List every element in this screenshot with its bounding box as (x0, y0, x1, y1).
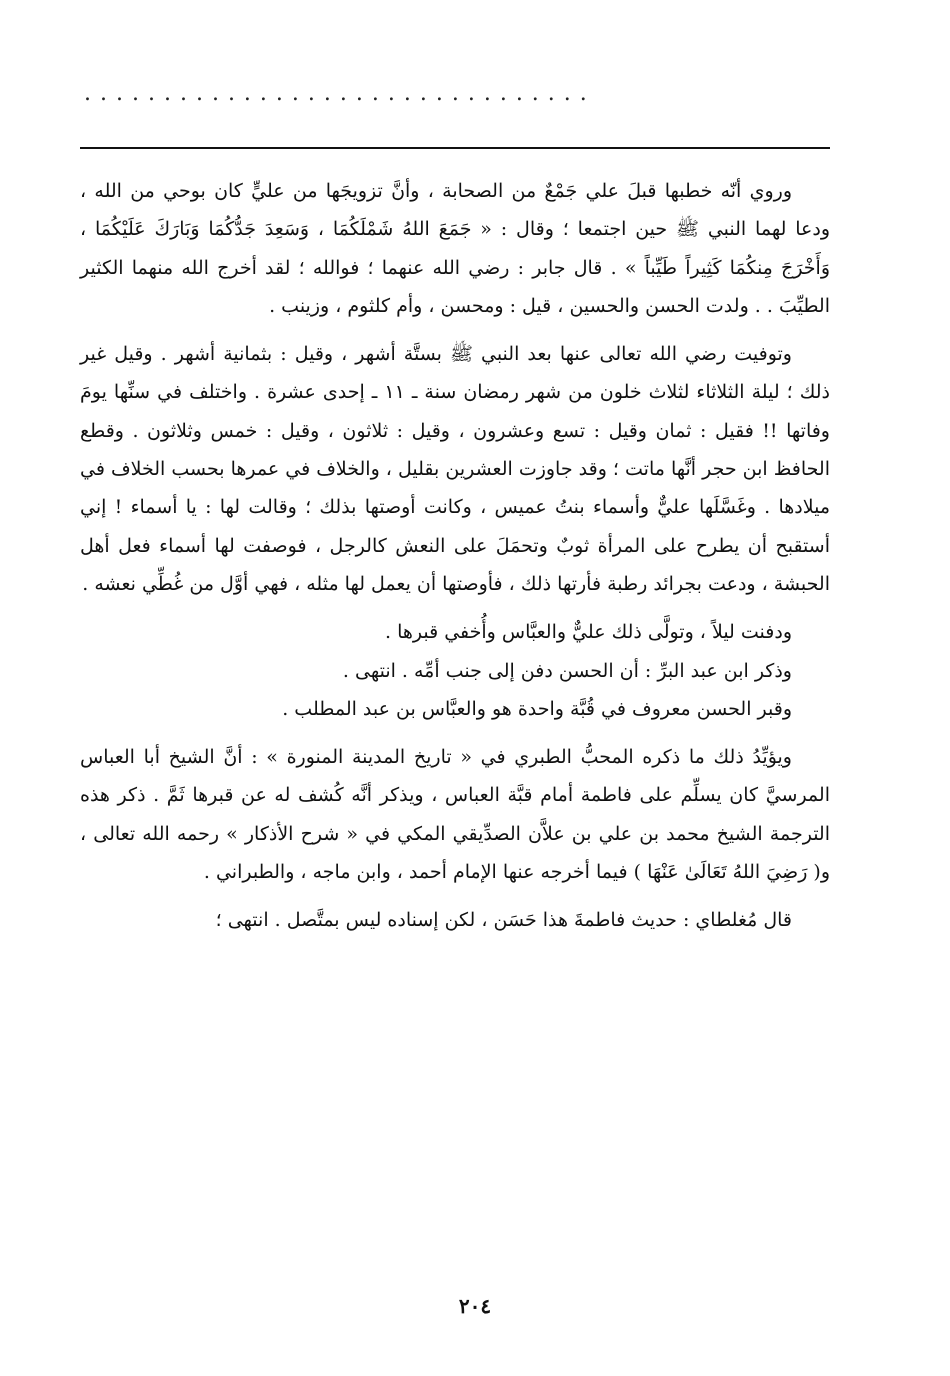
paragraph-ibn-abd-al-barr: وذكر ابن عبد البرِّ : أن الحسن دفن إلى جنب أمِّه . انتهى . (342, 659, 792, 682)
main-text (80, 172, 830, 940)
paragraph-death: وتوفيت رضي الله تعالى عنها بعد النبي ﷺ بستَّة أشهر ، وقيل : بثمانية أشهر . وقيل غير ذلك ؛ ليلة الثلاثاء لثلاث خلون من شهر رمضان سنة ـ ١١ ـ إحدى عشرة . واختلف في سنِّها يومَ وفاتها !! فقيل : ثمان وقيل : تسع وعشرون ، وقيل : ثلاثون ، وقيل : خمس وثلاثون . وقطع الحافظ ابن حجر أنَّها ماتت ؛ وقد جاوزت العشرين بقليل ، والخلاف في عمرها بحسب الخلاف في ميلادها . وغَسَّلَها عليٌّ وأسماء بنتُ عميس ، وكانت أوصتها بذلك ؛ وقالت لها : يا أسماء ! إني أستقبح أن يطرح على المرأة ثوبٌ وتحمَلَ على النعش كالرجل ، فوصفت لها أسماء فعل أهل الحبشة ، ودعت بجرائد رطبة فأرتها ذلك ، فأوصتها أن يعمل لها مثله ، فهي أوَّل من غُطِّي نعشه . (80, 343, 830, 595)
paragraph-marriage: وروي أنّه خطبها قبلَ علي جَمْعٌ من الصحابة ، وأنَّ تزويجَها من عليٍّ كان بوحي من الله ، ودعا لهما النبي ﷺ حين اجتمعا ؛ وقال : « جَمَعَ اللهُ شَمْلَكُمَا ، وَسَعِدَ جَدُّكُمَا وَبَارَكَ عَلَيْكُمَا ، وَأَخْرَجَ مِنكُمَا كَثِيراً طَيِّباً » . قال جابر : رضي الله عنهما ؛ فوالله ؛ لقد أخرج الله منهما الكثير الطيِّبَ . . ولدت الحسن والحسين ، قيل : ومحسن ، وأم كلثوم ، وزينب . (80, 180, 830, 317)
paragraph-hasan-grave: وقبر الحسن معروف في قُبَّة واحدة هو والعبَّاس بن عبد المطلب . (282, 697, 792, 720)
paragraph-burial: ودفنت ليلاً ، وتولَّى ذلك عليٌّ والعبَّاس وأُخفي قبرها . (384, 621, 792, 644)
page-number: ٢٠٤ (458, 1294, 492, 1318)
header-rule (80, 147, 830, 149)
paragraph-tabari: ويؤيِّدُ ذلك ما ذكره المحبُّ الطبري في « تاريخ المدينة المنورة » : أنَّ الشيخ أبا العباس المرسيَّ كان يسلِّم على فاطمة أمام قبَّة العباس ، ويذكر أنَّه كُشف له عن قبرها ثَمَّ . ذكر هذه الترجمة الشيخ محمد بن علي بن علاَّن الصدِّيقي المكي في « شرح الأذكار » رحمه الله تعالى ، و( رَضِيَ اللهُ تَعَالَىٰ عَنْهَا ) فيما أخرجه عنها الإمام أحمد ، وابن ماجه ، والطبراني . (80, 746, 830, 884)
header-dots: ................................ (84, 81, 596, 106)
paragraph-mughlatai: قال مُغلطاي : حديث فاطمةَ هذا حَسَن ، لكن إسناده ليس بمتَّصل . انتهى ؛ (215, 909, 792, 932)
